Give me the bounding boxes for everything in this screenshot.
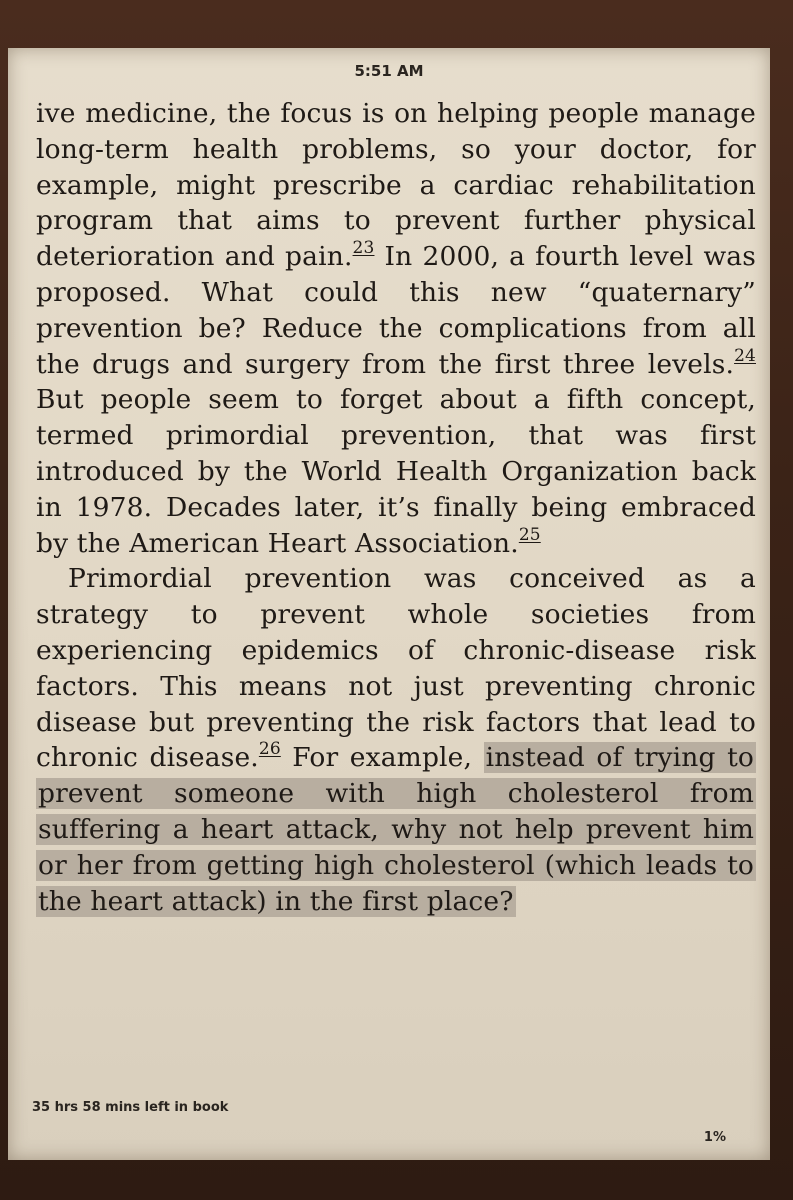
paragraph-1-text-3: But people seem to forget about a fifth concept, termed primordial prevention, that was first introduced by the World Health Organization back in 1978. Decades later, it’s finally being embraced by the American Heart Association. [36, 384, 756, 559]
paragraph-1-text-1: ive medicine, the focus is on helping people manage long-term health problems, so your doctor, for example, might prescribe a cardiac rehabilitation program that aims to prevent further physical deterioration and pain. [36, 98, 756, 273]
paragraph-2-text-2: For example, [280, 742, 473, 774]
paragraph-1-text-2: In 2000, a fourth level was proposed. What could this new “quaternary” prevention be? Reduce the complications from all the drugs and surgery from the first three levels. [36, 241, 756, 380]
reading-progress: 1% [703, 1130, 726, 1145]
footnote-link-25[interactable]: 25 [518, 524, 541, 545]
footnote-link-24[interactable]: 24 [734, 345, 756, 366]
footnote-link-26[interactable]: 26 [258, 739, 281, 760]
page-content[interactable] [36, 96, 756, 919]
reader-screen [8, 48, 770, 1160]
time-left-in-book[interactable]: 35 hrs 58 mins left in book [32, 1100, 229, 1115]
clock: 5:51 AM [354, 62, 424, 80]
paragraph-1 [36, 96, 756, 561]
paragraph-2 [36, 561, 756, 919]
paragraph-2-text-1: Primordial prevention was conceived as a strategy to prevent whole societies from experiencing epidemics of chronic-disease risk factors. This means not just preventing chronic disease but preventing the risk factors that lead to chronic disease. [36, 563, 756, 774]
footnote-link-23[interactable]: 23 [352, 238, 375, 259]
highlighted-passage[interactable]: instead of trying to prevent someone with high cholesterol from suffering a heart attack, why not help prevent him or her from getting high cholesterol (which leads to the heart attack) in the first place? [38, 742, 754, 917]
